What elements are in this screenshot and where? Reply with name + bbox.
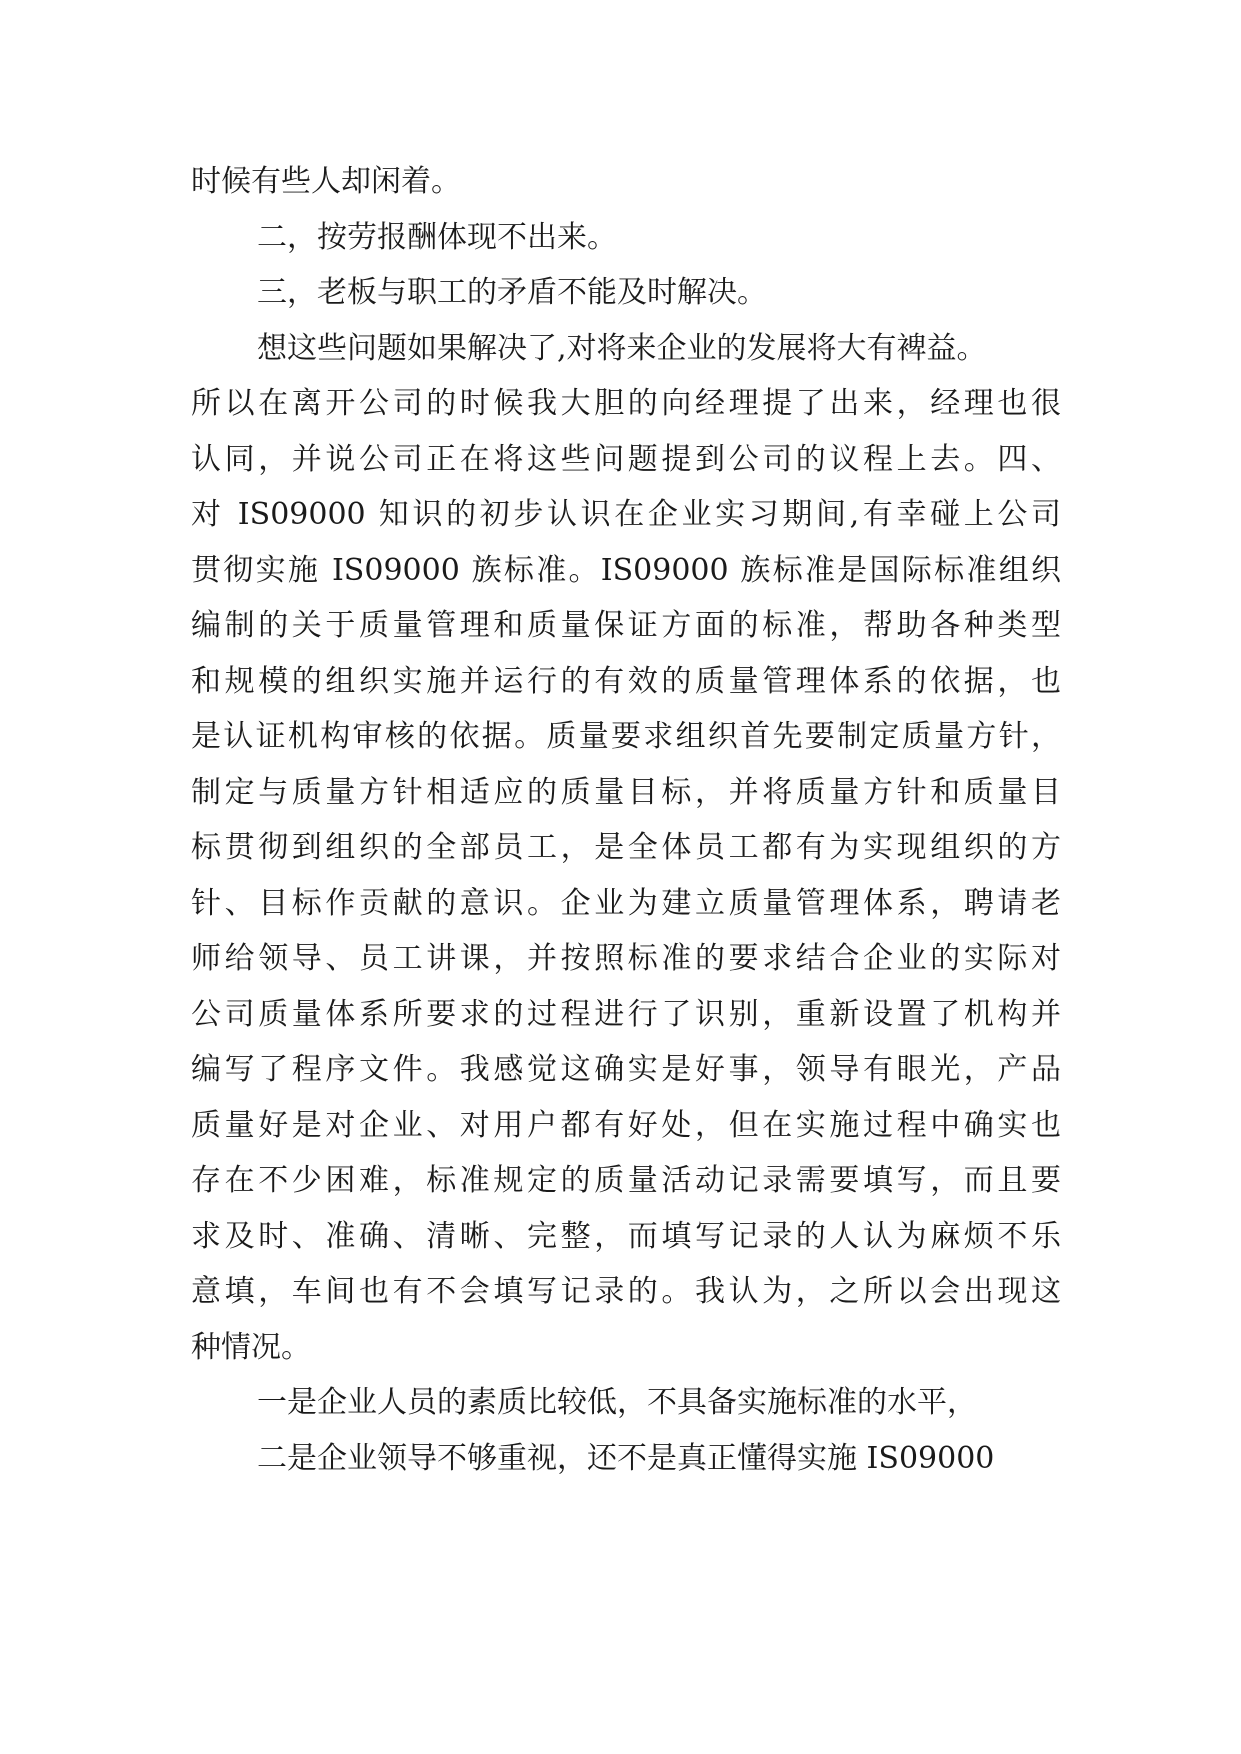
text-line: 认同，并说公司正在将这些问题提到公司的议程上去。四、 [191, 441, 1061, 477]
text-line: 和规模的组织实施并运行的有效的质量管理体系的依据，也 [191, 663, 1061, 699]
text-line: 编制的关于质量管理和质量保证方面的标准，帮助各种类型 [191, 608, 1061, 643]
text-line: 质量好是对企业、对用户都有好处，但在实施过程中确实也 [191, 1107, 1061, 1143]
text-line: 是认证机构审核的依据。质量要求组织首先要制定质量方针， [191, 719, 1061, 754]
text-line: 求及时、准确、清晰、完整，而填写记录的人认为麻烦不乐 [191, 1218, 1061, 1254]
text-line: 一是企业人员的素质比较低，不具备实施标准的水平， [257, 1385, 977, 1420]
text-line: 针、目标作贡献的意识。企业为建立质量管理体系，聘请老 [191, 885, 1061, 921]
text-line: 师给领导、员工讲课，并按照标准的要求结合企业的实际对 [191, 941, 1061, 976]
text-line: 贯彻实施 IS09000 族标准。IS09000 族标准是国际标准组织 [191, 552, 1061, 588]
text-line: 编写了程序文件。我感觉这确实是好事，领导有眼光，产品 [191, 1052, 1061, 1087]
text-line: 种情况。 [191, 1329, 311, 1365]
text-line: 对 IS09000 知识的初步认识在企业实习期间,有幸碰上公司 [191, 497, 1061, 532]
text-line: 制定与质量方针相适应的质量目标，并将质量方针和质量目 [191, 774, 1061, 810]
text-line: 存在不少困难，标准规定的质量活动记录需要填写，而且要 [191, 1163, 1061, 1198]
text-line: 三，老板与职工的矛盾不能及时解决。 [257, 275, 767, 310]
text-line: 公司质量体系所要求的过程进行了识别，重新设置了机构并 [191, 996, 1061, 1032]
text-line: 想这些问题如果解决了,对将来企业的发展将大有裨益。 [257, 330, 987, 366]
text-line: 二是企业领导不够重视，还不是真正懂得实施 IS09000 [257, 1440, 995, 1476]
text-line: 标贯彻到组织的全部员工，是全体员工都有为实现组织的方 [191, 830, 1061, 865]
text-line: 二，按劳报酬体现不出来。 [257, 219, 617, 255]
text-line: 时候有些人却闲着。 [191, 164, 461, 199]
text-line: 意填，车间也有不会填写记录的。我认为，之所以会出现这 [191, 1274, 1061, 1309]
text-line: 所以在离开公司的时候我大胆的向经理提了出来，经理也很 [191, 386, 1061, 421]
body-text [191, 154, 1061, 1486]
